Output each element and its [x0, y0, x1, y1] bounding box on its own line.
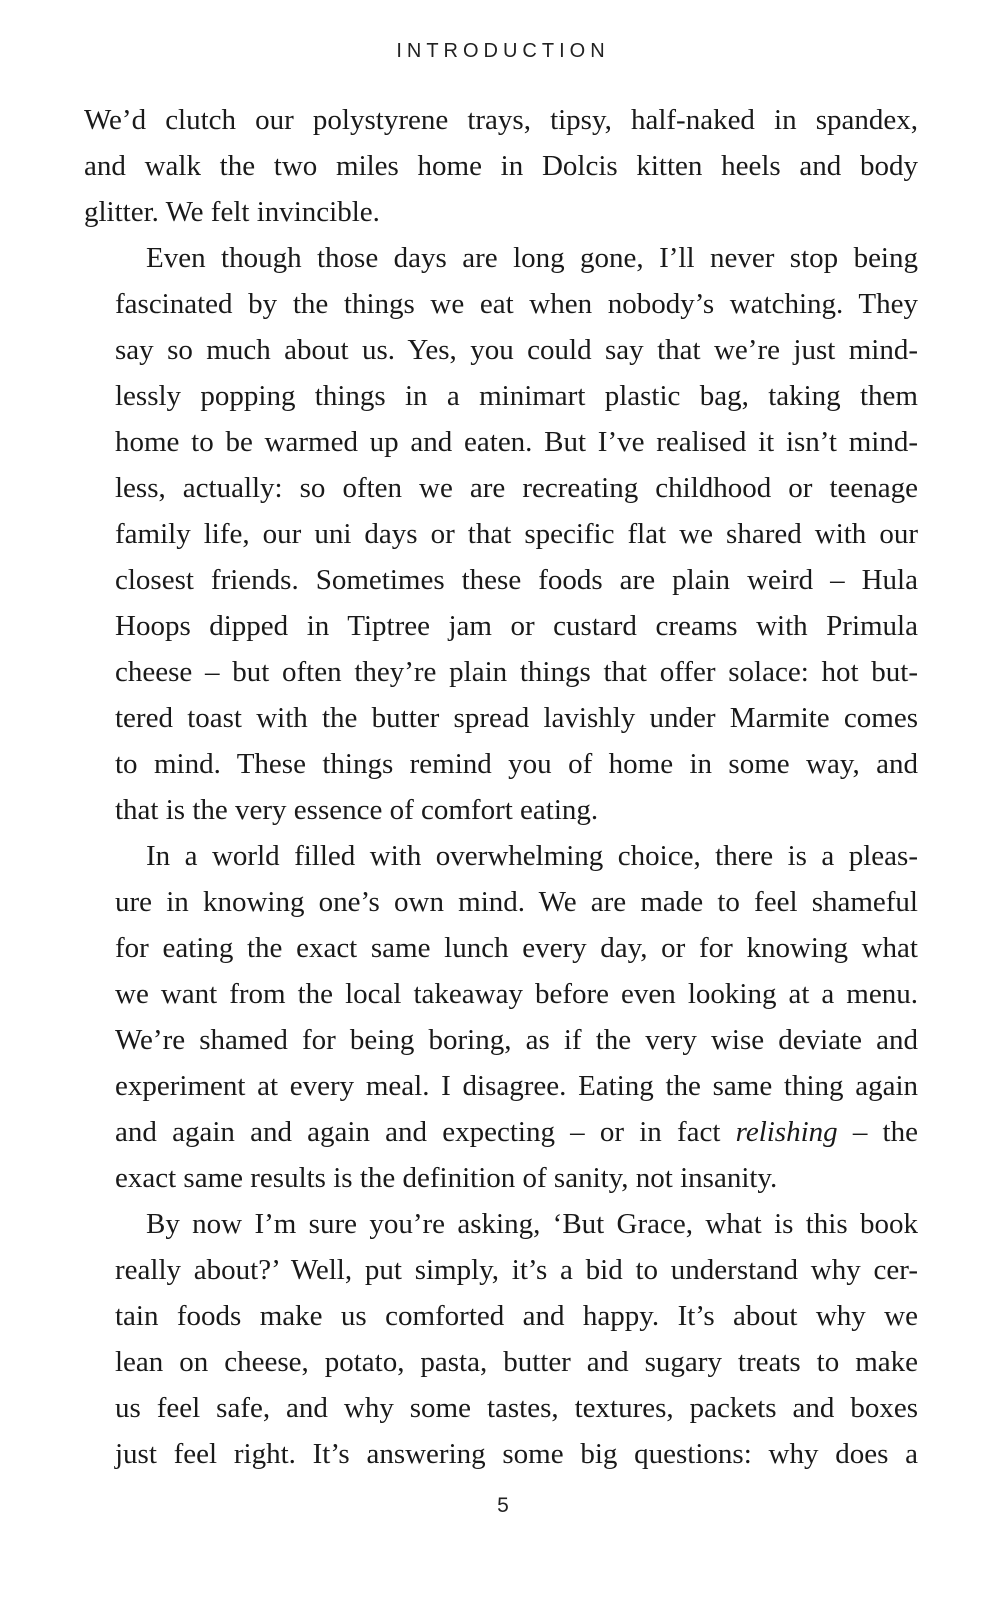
text-line: just feel right. It’s answering some big questions: why does a	[115, 1438, 918, 1470]
text-line: less, actually: so often we are recreating childhood or teenage	[115, 472, 918, 504]
text-line: experiment at every meal. I disagree. Eating the same thing again	[115, 1070, 918, 1102]
text-line-with-italic: and again and again and expecting – or in fact relishing – the	[115, 1116, 918, 1148]
text-line: ure in knowing one’s own mind. We are made to feel shameful	[115, 886, 918, 918]
text-line: fascinated by the things we eat when nobody’s watching. They	[115, 288, 918, 320]
paragraph	[84, 97, 918, 235]
text-line: glitter. We felt invincible.	[84, 196, 380, 228]
text-line: family life, our uni days or that specific flat we shared with our	[115, 518, 918, 550]
italic-emphasis: relishing	[735, 1116, 838, 1148]
text-line: we want from the local takeaway before even looking at a menu.	[115, 978, 918, 1010]
text-line: We’re shamed for being boring, as if the very wise deviate and	[115, 1024, 918, 1056]
text-line: cheese – but often they’re plain things that offer solace: hot but-	[115, 656, 918, 688]
paragraph	[84, 235, 918, 833]
text-line: Hoops dipped in Tiptree jam or custard creams with Primula	[115, 610, 918, 642]
text-line: home to be warmed up and eaten. But I’ve realised it isn’t mind-	[115, 426, 918, 458]
text-line: We’d clutch our polystyrene trays, tipsy, half-naked in spandex,	[84, 104, 918, 136]
text-line: to mind. These things remind you of home in some way, and	[115, 748, 918, 780]
text-line: us feel safe, and why some tastes, textures, packets and boxes	[115, 1392, 918, 1424]
text-line: tered toast with the butter spread lavishly under Marmite comes	[115, 702, 918, 734]
text-line: tain foods make us comforted and happy. It’s about why we	[115, 1300, 918, 1332]
text-line: By now I’m sure you’re asking, ‘But Grace, what is this book	[146, 1208, 918, 1240]
text-line: and walk the two miles home in Dolcis kitten heels and body	[84, 150, 918, 182]
text-line: closest friends. Sometimes these foods are plain weird – Hula	[115, 564, 918, 596]
text-line: lessly popping things in a minimart plastic bag, taking them	[115, 380, 918, 412]
paragraph	[84, 1201, 918, 1477]
text-line: Even though those days are long gone, I’ll never stop being	[146, 242, 918, 274]
body-text	[84, 97, 918, 1477]
text-line: that is the very essence of comfort eating.	[115, 794, 599, 826]
text-line: lean on cheese, potato, pasta, butter and sugary treats to make	[115, 1346, 918, 1378]
page-number: 5	[497, 1494, 509, 1517]
paragraph	[84, 833, 918, 1201]
text-line: exact same results is the definition of sanity, not insanity.	[115, 1162, 778, 1194]
text-line: In a world filled with overwhelming choice, there is a pleas-	[146, 840, 918, 872]
text-line: really about?’ Well, put simply, it’s a bid to understand why cer-	[115, 1254, 918, 1286]
text-line: say so much about us. Yes, you could say that we’re just mind-	[115, 334, 918, 366]
running-head: INTRODUCTION	[396, 40, 610, 62]
text-line: for eating the exact same lunch every day, or for knowing what	[115, 932, 918, 964]
